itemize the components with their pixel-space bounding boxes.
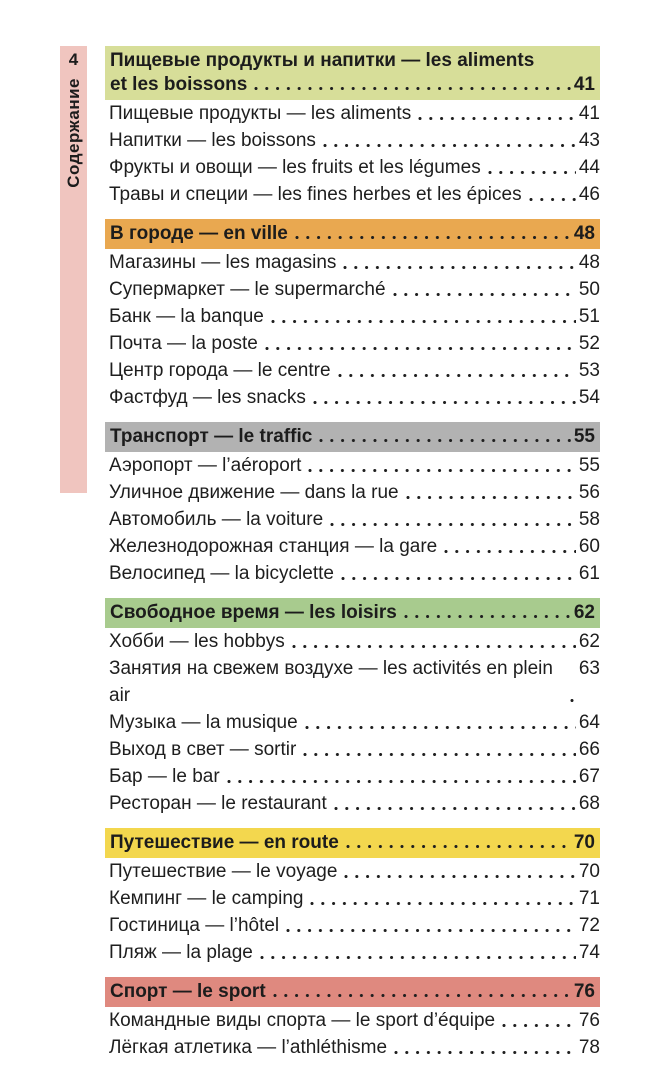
toc-entry — [105, 303, 600, 330]
toc-entry-label: Фастфуд — les snacks — [109, 387, 306, 408]
toc-entry-page: 46 — [578, 184, 600, 205]
dot-leader — [227, 778, 576, 785]
toc-entry-page: 66 — [578, 739, 600, 760]
toc-entry-page: 71 — [578, 888, 600, 909]
toc-entry — [105, 885, 600, 912]
dot-leader — [308, 467, 575, 474]
dot-leader — [343, 264, 575, 271]
toc-entry — [105, 939, 600, 966]
toc-entry-label: Командные виды спорта — le sport d’équipe — [109, 1010, 496, 1031]
toc-entry-page: 53 — [578, 360, 600, 381]
dot-leader — [286, 927, 576, 934]
section-sport-header — [105, 977, 600, 1007]
toc-entry-label: Ресторан — le restaurant — [109, 793, 327, 814]
toc-entry-page: 62 — [578, 631, 600, 652]
dot-leader — [310, 900, 575, 907]
section-page: 41 — [573, 74, 595, 95]
toc-entry — [105, 479, 600, 506]
toc-entry-label: Напитки — les boissons — [109, 130, 316, 151]
dot-leader — [529, 196, 576, 203]
toc-entry-label: Фрукты и овощи — les fruits et les légumes — [109, 157, 481, 178]
dot-leader — [323, 142, 576, 149]
toc-entry-label: Уличное движение — dans la rue — [109, 482, 399, 503]
section-foods-header — [105, 46, 600, 100]
section-city-header — [105, 219, 600, 249]
toc-entry-label: Железнодорожная станция — la gare — [109, 536, 438, 557]
table-of-contents — [105, 46, 600, 1072]
dot-leader — [418, 115, 576, 122]
toc-entry-page: 51 — [578, 306, 600, 327]
toc-entry-page: 76 — [578, 1010, 600, 1031]
toc-entry — [105, 763, 600, 790]
toc-entry-label: Центр города — le centre — [109, 360, 331, 381]
toc-entry-page: 58 — [578, 509, 600, 530]
toc-entry-label: Банк — la banque — [109, 306, 264, 327]
toc-entry — [105, 655, 600, 709]
toc-entry-page: 61 — [578, 563, 600, 584]
toc-entry-label: Гостиница — l’hôtel — [109, 915, 280, 936]
dot-leader — [330, 521, 576, 528]
toc-entry-label: Почта — la poste — [109, 333, 258, 354]
section-title: В городе — en ville — [110, 223, 288, 244]
toc-entry — [105, 560, 600, 587]
toc-entry — [105, 1007, 600, 1034]
toc-entry — [105, 790, 600, 817]
toc-entry-page: 43 — [578, 130, 600, 151]
dot-leader — [265, 345, 576, 352]
toc-entry-page: 63 — [578, 658, 600, 679]
section-title-continued: et les boissons — [110, 74, 248, 95]
toc-entry-page: 67 — [578, 766, 600, 787]
toc-entry-label: Занятия на свежем воздухе — les activités en plein air — [109, 658, 553, 706]
toc-entry-page: 48 — [578, 252, 600, 273]
toc-entry-label: Аэропорт — l’aéroport — [109, 455, 302, 476]
dot-leader — [303, 751, 576, 758]
section-sport — [105, 977, 600, 1061]
toc-entry — [105, 357, 600, 384]
toc-entry-page: 52 — [578, 333, 600, 354]
section-page: 62 — [573, 602, 595, 623]
toc-entry — [105, 736, 600, 763]
toc-entry — [105, 506, 600, 533]
toc-entry-label: Магазины — les magasins — [109, 252, 337, 273]
toc-entry — [105, 127, 600, 154]
section-foods — [105, 46, 600, 208]
section-leisure — [105, 598, 600, 817]
toc-entry-label: Музыка — la musique — [109, 712, 298, 733]
dot-leader — [295, 234, 571, 241]
toc-entry-page: 64 — [578, 712, 600, 733]
dot-leader — [271, 318, 576, 325]
section-leisure-header — [105, 598, 600, 628]
dot-leader — [393, 291, 576, 298]
section-city — [105, 219, 600, 411]
dot-leader — [305, 724, 576, 731]
section-page: 55 — [573, 426, 595, 447]
toc-entry — [105, 154, 600, 181]
toc-entry-label: Велосипед — la bicyclette — [109, 563, 334, 584]
toc-entry-label: Супермаркет — le supermarché — [109, 279, 386, 300]
toc-entry — [105, 276, 600, 303]
toc-entry-page: 74 — [578, 942, 600, 963]
dot-leader — [273, 992, 571, 999]
dot-leader — [502, 1022, 576, 1029]
section-title: Путешествие — en route — [110, 832, 339, 853]
toc-entry-page: 44 — [578, 157, 600, 178]
toc-entry-page: 72 — [578, 915, 600, 936]
toc-entry — [105, 100, 600, 127]
toc-entry — [105, 709, 600, 736]
section-travel-header — [105, 828, 600, 858]
dot-leader — [292, 643, 576, 650]
toc-entry — [105, 1034, 600, 1061]
toc-entry-label: Хобби — les hobbys — [109, 631, 285, 652]
dot-leader — [334, 805, 576, 812]
dot-leader — [404, 613, 571, 620]
toc-entry-label: Путешествие — le voyage — [109, 861, 338, 882]
dot-leader — [254, 85, 571, 92]
contents-vertical-label: Содержание — [63, 78, 83, 188]
toc-entry-label: Выход в свет — sortir — [109, 739, 297, 760]
dot-leader — [488, 169, 576, 176]
dot-leader — [341, 575, 576, 582]
toc-entry-label: Пляж — la plage — [109, 942, 253, 963]
dot-leader — [346, 843, 571, 850]
toc-entry-label: Бар — le bar — [109, 766, 220, 787]
toc-entry-label: Лёгкая атлетика — l’athléthisme — [109, 1037, 388, 1058]
toc-entry — [105, 858, 600, 885]
section-transport-header — [105, 422, 600, 452]
dot-leader — [406, 494, 576, 501]
toc-entry-label: Травы и специи — les fines herbes et les épices — [109, 184, 522, 205]
dot-leader — [338, 372, 576, 379]
dot-leader — [570, 697, 576, 704]
toc-entry-label: Пищевые продукты — les aliments — [109, 103, 412, 124]
section-page: 48 — [573, 223, 595, 244]
toc-entry — [105, 628, 600, 655]
dot-leader — [394, 1049, 576, 1056]
section-title-line2 — [110, 73, 595, 97]
section-transport — [105, 422, 600, 587]
toc-entry-page: 70 — [578, 861, 600, 882]
toc-entry-page: 68 — [578, 793, 600, 814]
toc-entry-page: 50 — [578, 279, 600, 300]
toc-entry-page: 56 — [578, 482, 600, 503]
toc-entry-page: 55 — [578, 455, 600, 476]
toc-entry-label: Кемпинг — le camping — [109, 888, 304, 909]
toc-entry-page: 60 — [578, 536, 600, 557]
dot-leader — [260, 954, 576, 961]
toc-entry-page: 54 — [578, 387, 600, 408]
contents-sidebar — [60, 46, 87, 493]
toc-entry — [105, 249, 600, 276]
toc-entry — [105, 912, 600, 939]
section-travel — [105, 828, 600, 966]
section-title: Спорт — le sport — [110, 981, 266, 1002]
toc-entry-label: Автомобиль — la voiture — [109, 509, 324, 530]
page-number: 4 — [68, 50, 79, 69]
toc-entry-page: 78 — [578, 1037, 600, 1058]
dot-leader — [444, 548, 576, 555]
toc-entry-page: 41 — [578, 103, 600, 124]
toc-entry — [105, 452, 600, 479]
section-title: Транспорт — le traffic — [110, 426, 313, 447]
section-page: 70 — [573, 832, 595, 853]
toc-entry — [105, 384, 600, 411]
section-title: Пищевые продукты и напитки — les aliments — [110, 50, 535, 71]
section-title-line1 — [110, 49, 595, 73]
dot-leader — [344, 873, 575, 880]
dot-leader — [319, 437, 571, 444]
toc-entry — [105, 181, 600, 208]
section-page: 76 — [573, 981, 595, 1002]
section-title: Свободное время — les loisirs — [110, 602, 397, 623]
dot-leader — [313, 399, 576, 406]
toc-entry — [105, 330, 600, 357]
toc-entry — [105, 533, 600, 560]
